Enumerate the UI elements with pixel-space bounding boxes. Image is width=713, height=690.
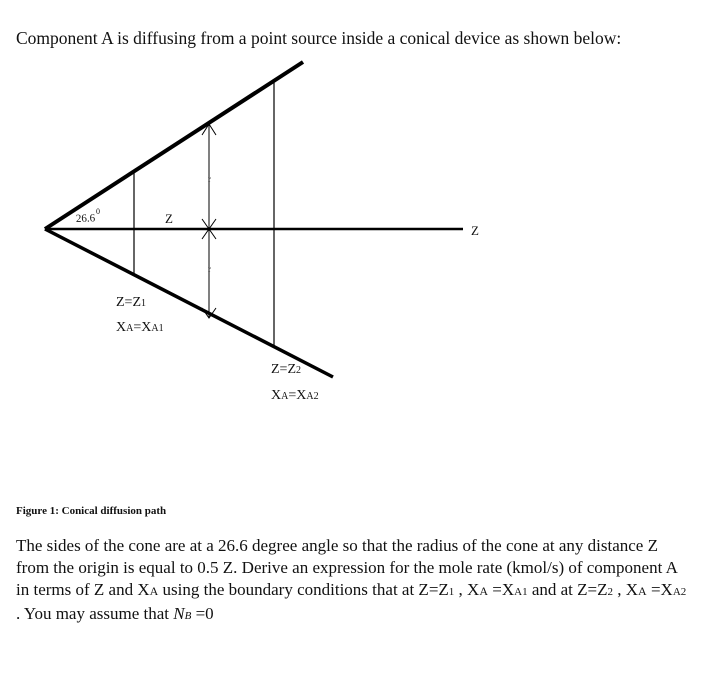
station1-x-label: XA=XA1 xyxy=(116,320,164,335)
cone-lower-side xyxy=(45,229,333,377)
station1-z-label: Z=Z1 xyxy=(116,295,146,310)
r-upper-label: r xyxy=(208,174,211,184)
angle-label: 26.6 xyxy=(75,212,96,225)
figure-caption: Figure 1: Conical diffusion path xyxy=(16,505,167,517)
intro-text: Component A is diffusing from a point source inside a conical device as shown below: xyxy=(16,28,622,48)
station2-x-label: XA=XA2 xyxy=(271,388,319,403)
body-line-2: from the origin is equal to 0.5 Z. Derive an expression for the mole rate (kmol/s) of component A xyxy=(16,558,678,577)
axis-end-label: Z xyxy=(471,223,479,238)
r-lower-label: r xyxy=(208,264,211,274)
body-line-3: in terms of Z and XA using the boundary conditions that at Z=Z1 , XA =XA1 and at Z=Z2 , XA =XA2 xyxy=(16,580,687,599)
station2-z-label: Z=Z2 xyxy=(271,362,301,377)
angle-degree: 0 xyxy=(96,207,100,216)
body-line-4: . You may assume that NB =0 xyxy=(16,604,214,623)
body-line-1: The sides of the cone are at a 26.6 degree angle so that the radius of the cone at any distance Z xyxy=(16,536,658,555)
cone-upper-side xyxy=(45,62,303,229)
axis-z-label: Z xyxy=(165,211,173,226)
problem-statement xyxy=(16,535,708,627)
